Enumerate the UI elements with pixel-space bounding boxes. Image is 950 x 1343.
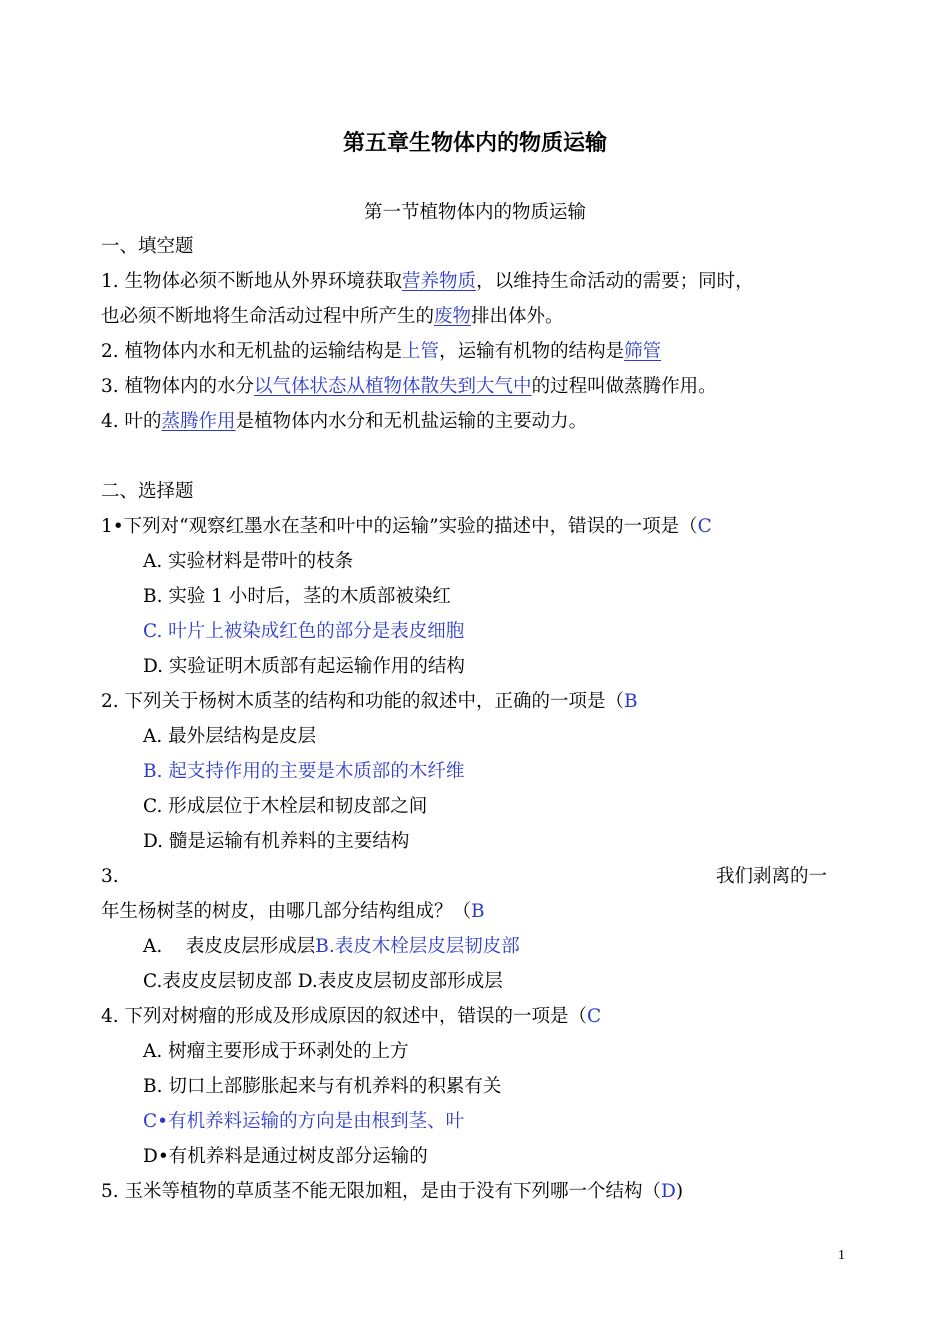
section-title: 第一节植物体内的物质运输 [363,202,586,223]
fill-q1-suffix: ，以维持生命活动的需要；同时， [476,271,754,292]
choice-q3-text: 年生杨树茎的树皮，由哪几部分结构组成？（ [101,901,472,922]
choice-q3-answer: B [471,901,485,922]
fill-q1-line1 [101,267,754,297]
choice-q3-option-a: A. 表皮皮层形成层 [143,936,316,957]
choice-q1-stem [101,512,712,542]
fill-q1-line2 [101,302,564,332]
choice-q3-number: 3. [101,866,119,887]
choice-q1-option-a: A. 实验材料是带叶的枝条 [143,551,354,572]
choice-q4-stem [101,1002,601,1032]
choice-q4-option-c: C•有机养料运输的方向是由根到茎、叶 [143,1111,465,1132]
fill-q3 [101,372,717,402]
choice-q3-stem-right: 我们剥离的一 [716,866,828,887]
fill-q4 [101,407,587,437]
choice-q5-text: 5. 玉米等植物的草质茎不能无限加粗，是由于没有下列哪一个结构（ [101,1181,662,1202]
choice-q2-option-a: A. 最外层结构是皮层 [143,726,317,747]
page-number: 1 [838,1248,845,1263]
fill-q4-answer: 蒸腾作用 [161,411,236,432]
choice-q4-option-a: A. 树瘤主要形成于环剥处的上方 [143,1041,409,1062]
fill-q2 [101,337,661,367]
fill-q2-answer2: 筛管 [624,341,662,362]
fill-q1-line2-suffix: 排出体外。 [471,306,564,327]
fill-q1-prefix: 1. 生物体必须不断地从外界环境获取 [101,271,403,292]
choice-q5-stem [101,1177,683,1207]
fill-q1-line2-prefix: 也必须不断地将生命活动过程中所产生的 [101,306,435,327]
choice-q3-stem [101,897,485,927]
choice-q3-options-cd: C.表皮皮层韧皮部 D.表皮皮层韧皮部形成层 [143,971,503,992]
choice-q2-stem [101,687,638,717]
fill-in-heading: 一、填空题 [101,236,194,257]
choice-q1-option-d: D. 实验证明木质部有起运输作用的结构 [143,656,465,677]
fill-q3-prefix: 3. 植物体内的水分 [101,376,255,397]
fill-q2-prefix: 2. 植物体内水和无机盐的运输结构是 [101,341,403,362]
choice-q1-option-b: B. 实验 1 小时后，茎的木质部被染红 [143,586,451,607]
fill-q1-answer2: 废物 [434,306,472,327]
choice-q2-text: 2. 下列关于杨树木质茎的结构和功能的叙述中，正确的一项是（ [101,691,625,712]
choice-q2-option-c: C. 形成层位于木栓层和韧皮部之间 [143,796,428,817]
fill-q2-middle: ，运输有机物的结构是 [439,341,625,362]
choice-q5-answer: D [661,1181,676,1202]
choice-q5-close: ) [675,1181,684,1202]
choice-q1-text: 1•下列对“观察红墨水在茎和叶中的运输”实验的描述中，错误的一项是（ [101,516,698,537]
choice-q3-option-b: B.表皮木栓层皮层韧皮部 [315,936,520,957]
fill-q2-answer1: 上管 [402,341,440,362]
choice-q2-option-d: D. 髓是运输有机养料的主要结构 [143,831,410,852]
choice-q2-answer: B [624,691,638,712]
fill-q4-suffix: 是植物体内水分和无机盐运输的主要动力。 [235,411,588,432]
fill-q3-suffix: 的过程叫做蒸腾作用。 [531,376,717,397]
chapter-title: 第五章生物体内的物质运输 [342,131,607,156]
fill-q1-answer1: 营养物质 [402,271,477,292]
choice-q1-option-c: C. 叶片上被染成红色的部分是表皮细胞 [143,621,465,642]
fill-q4-prefix: 4. 叶的 [101,411,162,432]
fill-q3-answer: 以气体状态从植物体散失到大气中 [254,376,532,397]
choice-q1-answer: C [697,516,712,537]
choice-q3-options-ab [143,932,520,962]
choice-q2-option-b: B. 起支持作用的主要是木质部的木纤维 [143,761,465,782]
choice-q4-option-b: B. 切口上部膨胀起来与有机养料的积累有关 [143,1076,502,1097]
choice-heading: 二、选择题 [101,481,194,502]
choice-q4-option-d: D•有机养料是通过树皮部分运输的 [143,1146,428,1167]
choice-q4-answer: C [587,1006,602,1027]
choice-q4-text: 4. 下列对树瘤的形成及形成原因的叙述中，错误的一项是（ [101,1006,588,1027]
